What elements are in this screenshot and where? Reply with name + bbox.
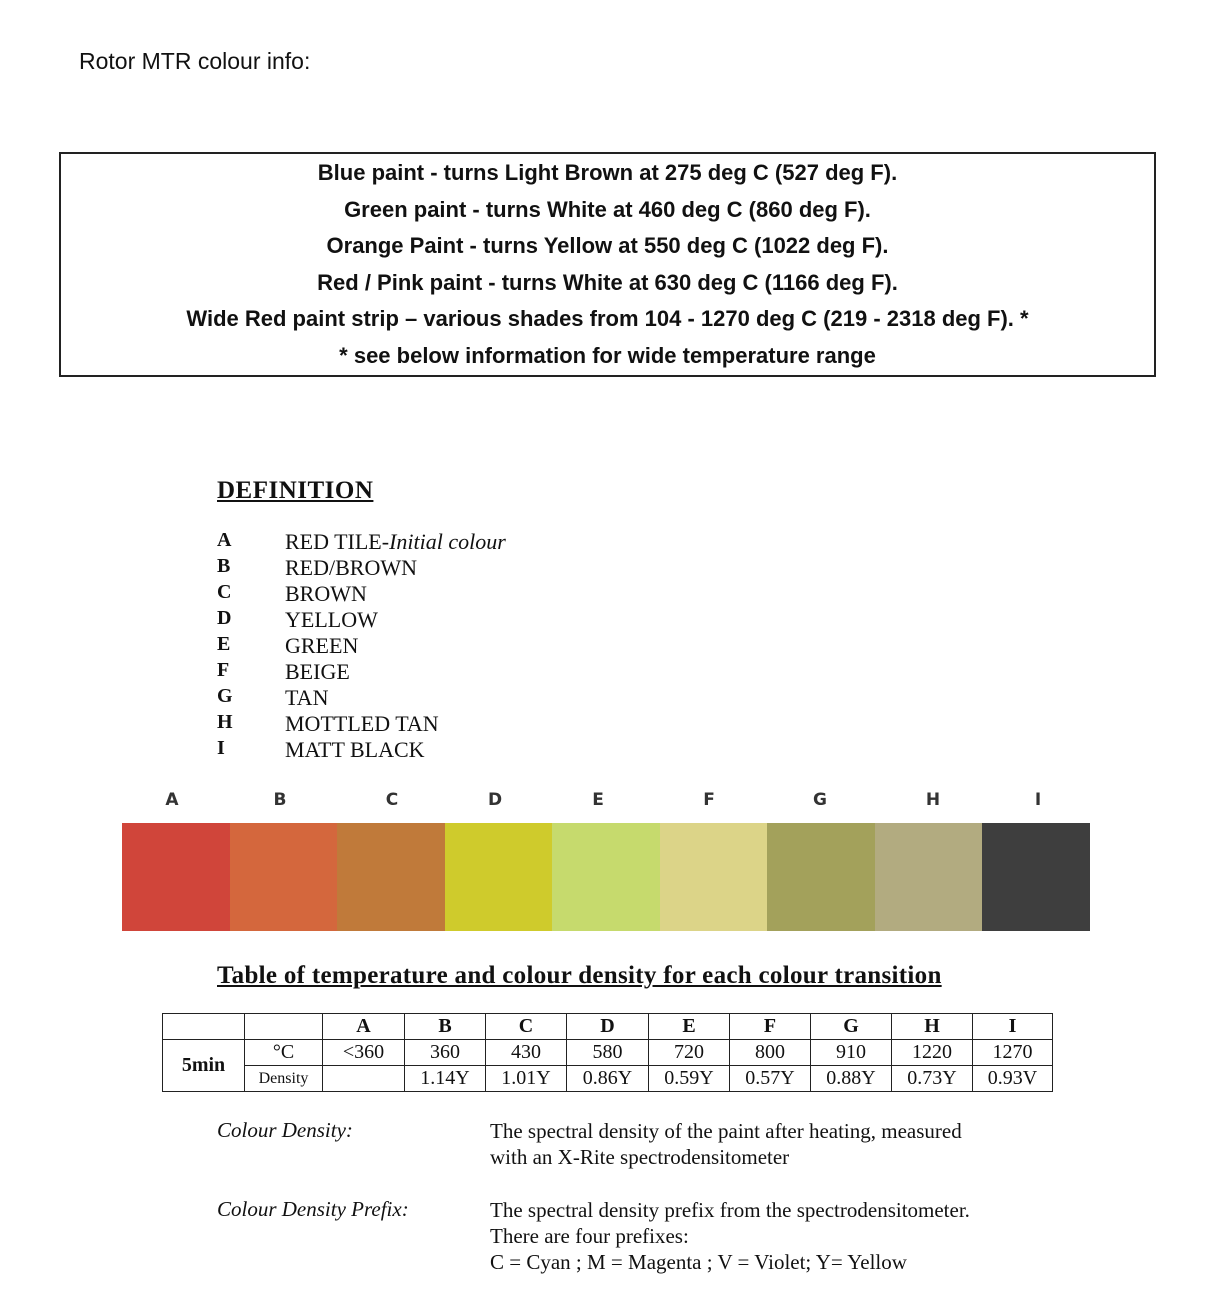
- temp-cell: 1220: [892, 1040, 973, 1066]
- density-cell: 0.59Y: [649, 1066, 730, 1092]
- colour-swatch-f: [660, 823, 768, 931]
- temp-cell: 1270: [973, 1040, 1053, 1066]
- note-line: There are four prefixes:: [490, 1224, 689, 1248]
- density-label: Density: [245, 1066, 323, 1092]
- temp-cell: 580: [567, 1040, 649, 1066]
- swatch-label: D: [487, 790, 503, 810]
- temp-label: °C: [245, 1040, 323, 1066]
- density-cell: 0.93V: [973, 1066, 1053, 1092]
- colour-swatch-b: [230, 823, 338, 931]
- info-line: * see below information for wide temperature range: [339, 343, 876, 368]
- info-line: Blue paint - turns Light Brown at 275 deg C (527 deg F).: [317, 160, 898, 185]
- info-line: Red / Pink paint - turns White at 630 deg C (1166 deg F).: [317, 270, 898, 295]
- definition-text: [285, 633, 358, 659]
- definition-title: DEFINITION: [217, 477, 374, 504]
- temp-cell: 360: [405, 1040, 486, 1066]
- temperature-table: [162, 1013, 1053, 1092]
- definition-colour: BEIGE: [285, 659, 350, 684]
- paint-info-box: [59, 152, 1156, 377]
- definition-letter: H: [217, 711, 233, 733]
- density-cell: 0.86Y: [567, 1066, 649, 1092]
- definition-colour: YELLOW: [285, 607, 378, 632]
- blank-cell: [245, 1014, 323, 1040]
- col-header: E: [649, 1014, 730, 1040]
- temp-cell: 910: [811, 1040, 892, 1066]
- info-line: Green paint - turns White at 460 deg C (860 deg F).: [344, 197, 871, 222]
- swatch-label: A: [165, 790, 179, 810]
- definition-letter: B: [217, 555, 231, 577]
- blank-cell: [163, 1014, 245, 1040]
- col-header: A: [323, 1014, 405, 1040]
- swatch-label: I: [1034, 790, 1042, 810]
- col-header: F: [730, 1014, 811, 1040]
- density-cell: 0.57Y: [730, 1066, 811, 1092]
- definition-colour: GREEN: [285, 633, 359, 658]
- colour-density-prefix-label: Colour Density Prefix:: [217, 1197, 409, 1221]
- colour-density-text: [490, 1118, 962, 1170]
- swatch-label: C: [385, 790, 399, 810]
- row-label: 5min: [163, 1040, 245, 1092]
- temp-cell: 800: [730, 1040, 811, 1066]
- page-heading: Rotor MTR colour info:: [79, 48, 311, 74]
- definition-text: [285, 737, 425, 763]
- swatch-label: G: [813, 790, 827, 810]
- colour-swatch-i: [982, 823, 1090, 931]
- swatch-label: F: [703, 790, 715, 810]
- colour-swatch-e: [552, 823, 660, 931]
- col-header: C: [486, 1014, 567, 1040]
- definition-letter: I: [217, 737, 225, 759]
- definition-letter: G: [217, 685, 233, 707]
- info-line: Wide Red paint strip – various shades from 104 - 1270 deg C (219 - 2318 deg F). *: [186, 306, 1029, 331]
- definition-text: [285, 529, 506, 555]
- note-line: The spectral density prefix from the spectrodensitometer.: [490, 1198, 970, 1222]
- temp-cell: <360: [323, 1040, 405, 1066]
- definition-colour: RED TILE-: [285, 529, 390, 554]
- definition-letter: F: [217, 659, 230, 681]
- density-cell: 1.14Y: [405, 1066, 486, 1092]
- col-header: H: [892, 1014, 973, 1040]
- colour-swatch-c: [337, 823, 445, 931]
- definition-letter: A: [217, 529, 232, 551]
- definition-colour: MATT BLACK: [285, 737, 425, 762]
- swatch-label: E: [592, 790, 604, 810]
- density-cell: 1.01Y: [486, 1066, 567, 1092]
- density-cell: [323, 1066, 405, 1092]
- definition-text: [285, 607, 378, 633]
- col-header: G: [811, 1014, 892, 1040]
- swatch-label: B: [273, 790, 287, 810]
- colour-density-label: Colour Density:: [217, 1118, 353, 1142]
- definition-letter: C: [217, 581, 232, 603]
- table-row-temp: [163, 1040, 1053, 1066]
- temp-cell: 720: [649, 1040, 730, 1066]
- col-header: B: [405, 1014, 486, 1040]
- note-line: The spectral density of the paint after heating, measured: [490, 1119, 962, 1143]
- colour-swatch-a: [122, 823, 230, 931]
- table-row-density: [163, 1066, 1053, 1092]
- definition-text: [285, 659, 350, 685]
- definition-text: [285, 685, 328, 711]
- note-line: with an X-Rite spectrodensitometer: [490, 1145, 790, 1169]
- definition-colour: MOTTLED TAN: [285, 711, 439, 736]
- info-line: Orange Paint - turns Yellow at 550 deg C (1022 deg F).: [326, 233, 889, 258]
- colour-swatch-g: [767, 823, 875, 931]
- definition-text: [285, 555, 417, 581]
- col-header: D: [567, 1014, 649, 1040]
- swatch-label: H: [925, 790, 941, 810]
- density-cell: 0.88Y: [811, 1066, 892, 1092]
- definition-colour: BROWN: [285, 581, 367, 606]
- definition-colour: RED/BROWN: [285, 555, 417, 580]
- definition-letter: E: [217, 633, 231, 655]
- colour-swatch-d: [445, 823, 553, 931]
- definition-colour: TAN: [285, 685, 329, 710]
- col-header: I: [973, 1014, 1053, 1040]
- colour-density-prefix-text: [490, 1197, 970, 1275]
- density-cell: 0.73Y: [892, 1066, 973, 1092]
- temp-cell: 430: [486, 1040, 567, 1066]
- definition-text: [285, 581, 367, 607]
- colour-swatch-h: [875, 823, 983, 931]
- note-line: C = Cyan ; M = Magenta ; V = Violet; Y= Yellow: [490, 1250, 907, 1274]
- definition-text: [285, 711, 439, 737]
- table-header-row: [163, 1014, 1053, 1040]
- definition-note: Initial colour: [389, 529, 506, 554]
- definition-letter: D: [217, 607, 232, 629]
- table-title: Table of temperature and colour density for each colour transition: [217, 962, 942, 989]
